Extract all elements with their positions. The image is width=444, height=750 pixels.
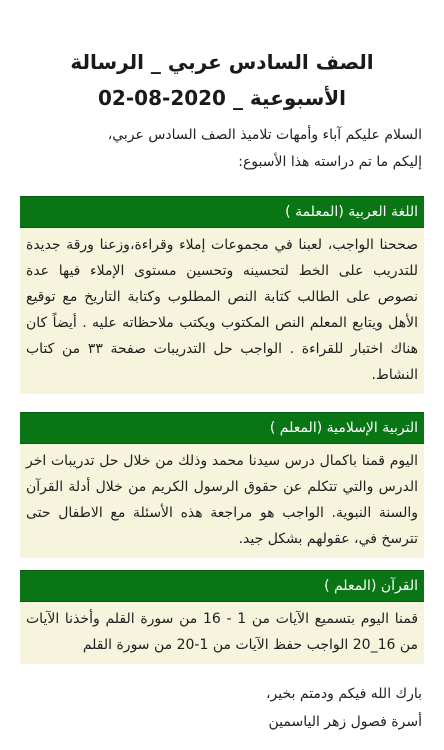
section-body: اليوم قمنا باكمال درس سيدنا محمد وذلك من خلال حل تدريبات اخر الدرس والتي تتكلم عن حقوق الرسول الكريم من خلال أدلة القرآن والسنة النبوية. الواجب هو مراجعة هذه الأسئلة مع الاطفال حتى تترسخ في، عقولهم بشكل جيد. bbox=[20, 444, 424, 558]
section-arabic bbox=[20, 196, 424, 394]
greeting-line: إليكم ما تم دراسته هذا الأسبوع: bbox=[238, 154, 422, 170]
section-islamic bbox=[20, 412, 424, 558]
section-body: قمنا اليوم بتسميع الآيات من 1 - 16 من سورة القلم وأخذنا الآيات من 16_20 الواجب حفظ الآيات من 1-20 من سورة القلم bbox=[20, 602, 424, 664]
greeting bbox=[22, 122, 422, 176]
section-quran bbox=[20, 570, 424, 664]
closing bbox=[22, 680, 422, 736]
section-header: التربية الإسلامية (المعلم ) bbox=[20, 412, 424, 444]
section-header: القرآن (المعلم ) bbox=[20, 570, 424, 602]
signature: أسرة فصول زهر الياسمين bbox=[268, 714, 422, 730]
closing-line: بارك الله فيكم ودمتم بخير، bbox=[266, 686, 422, 702]
page-title: الصف السادس عربي _ الرسالة الأسبوعية _ 2020-08-02 bbox=[70, 50, 374, 110]
section-header: اللغة العربية (المعلمة ) bbox=[20, 196, 424, 228]
greeting-line: السلام عليكم آباء وأمهات تلاميذ الصف السادس عربي، bbox=[107, 127, 422, 143]
section-body: صححنا الواجب، لعبنا في مجموعات إملاء وقراءة،وزعنا ورقة جديدة للتدريب على الخط لتحسينه وتحسين مستوى الإملاء فيها عدة نصوص على الطالب كتابة النص المطلوب وكتابة التاريخ مع توقيع الأهل ويتابع المعلم النص المكتوب ويكتب ملاحظاته عليه . أيضاً كان هناك اختبار للقراءة . الواجب حل التدريبات صفحة ٣٣ من كتاب النشاط. bbox=[20, 228, 424, 394]
